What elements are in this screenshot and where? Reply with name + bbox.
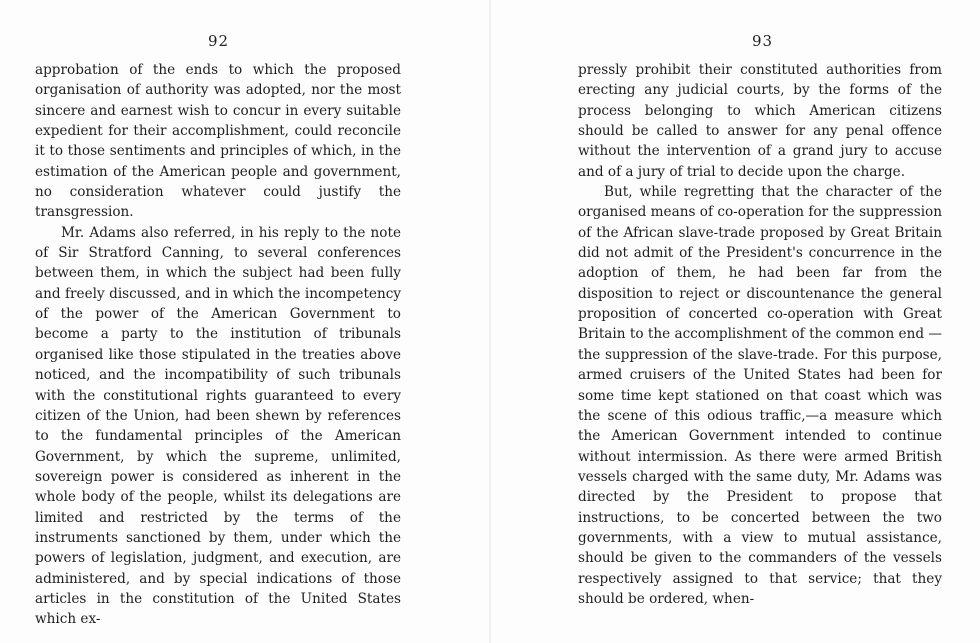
right-page [490, 0, 980, 643]
left-page-number: 92 [208, 32, 230, 50]
right-page-number: 93 [752, 32, 774, 50]
right-page-text [578, 60, 942, 609]
left-paragraph-2: Mr. Adams also referred, in his reply to the note of Sir Stratford Canning, to several conferences between them, in which the subject had been fully and freely discussed, and in which the incompetency of the power of the American Government to become a party to the institution of tribunals organised like those stipulated in the treaties above noticed, and the incompatibility of such tribunals with the constitutional rights guaranteed to every citizen of the Union, had been shewn by references to the fundamental principles of the American Government, by which the supreme, unlimited, sovereign power is considered as inherent in the whole body of the people, whilst its delegations are limited and restricted by the terms of the instruments sanctioned by them, under which the powers of legislation, judgment, and execution, are administered, and by special indications of those articles in the constitution of the United States which ex- [35, 224, 401, 628]
right-paragraph-1: pressly prohibit their constituted authorities from erecting any judicial courts, by the forms of the process belonging to which American citizens should be called to answer for any penal offence without the intervention of a grand jury to accuse and of a jury of trial to decide upon the charge. [578, 62, 942, 180]
left-paragraph-1: approbation of the ends to which the proposed organisation of authority was adopted, nor the most sincere and earnest wish to concur in every suitable expedient for their accomplishment, could reconcile it to those sentiments and principles of which, in the estimation of the American people and government, no consideration whatever could justify the transgression. [35, 62, 401, 221]
left-page-text [35, 60, 401, 630]
right-paragraph-2: But, while regretting that the character of the organised means of co-operation for the suppression of the African slave-trade proposed by Great Britain did not admit of the President's concurrence in the adoption of them, he had been far from the disposition to reject or discountenance the general proposition of concerted co-operation with Great Britain to the accomplishment of the common end — the suppression of the slave-trade. For this purpose, armed cruisers of the United States had been for some time kept stationed on that coast which was the scene of this odious traffic,—a measure which the American Government intended to continue without intermission. As there were armed British vessels charged with the same duty, Mr. Adams was directed by the President to propose that instructions, to be concerted between the two governments, with a view to mutual assistance, should be given to the commanders of the vessels respectively assigned to that service; that they should be ordered, when- [578, 184, 942, 607]
